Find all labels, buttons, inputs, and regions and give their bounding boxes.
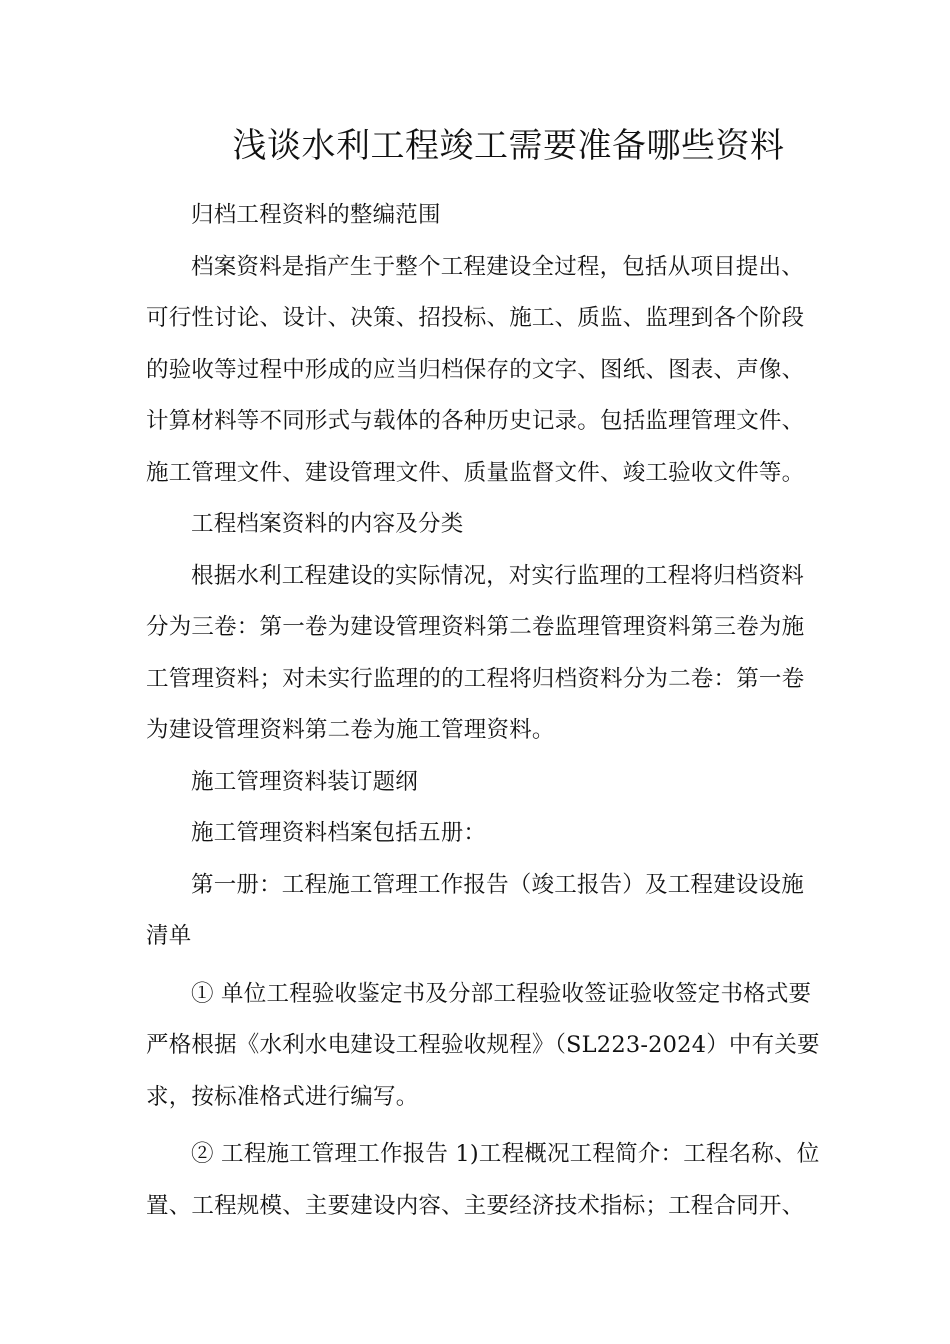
section-heading-binding-outline — [146, 757, 802, 809]
text-line: 工程档案资料的内容及分类 — [191, 511, 464, 537]
text-line: 档案资料是指产生于整个工程建设全过程，包括从项目提出、 — [191, 253, 804, 280]
document-body — [146, 190, 820, 1232]
paragraph-item-one — [146, 969, 820, 1124]
text-line: 为建设管理资料第二卷为施工管理资料。 — [146, 717, 555, 743]
text-line: 第一册：工程施工管理工作报告（竣工报告）及工程建设设施 — [191, 871, 804, 898]
document-title: 浅谈水利工程竣工需要准备哪些资料 — [232, 126, 785, 166]
text-line: 可行性讨论、设计、决策、招投标、施工、质监、监理到各个阶段 — [146, 305, 805, 331]
paragraph-volume-one — [146, 860, 802, 963]
text-line: 分为三卷：第一卷为建设管理资料第二卷监理管理资料第三卷为施 — [146, 614, 805, 640]
text-line: 施工管理资料装订题纲 — [191, 768, 419, 795]
text-line: 求，按标准格式进行编写。 — [146, 1083, 419, 1110]
text-line: 清单 — [146, 923, 192, 949]
text-line: 归档工程资料的整编范围 — [191, 202, 441, 228]
text-line: ② 工程施工管理工作报告 1)工程概况工程简介：工程名称、位 — [191, 1141, 820, 1167]
text-line: 的验收等过程中形成的应当归档保存的文字、图纸、图表、声像、 — [146, 356, 805, 383]
text-line: 施工管理资料档案包括五册： — [191, 820, 487, 846]
text-line: 根据水利工程建设的实际情况，对实行监理的工程将归档资料 — [191, 562, 804, 589]
text-line: 施工管理文件、建设管理文件、质量监督文件、竣工验收文件等。 — [146, 459, 805, 486]
text-line: ① 单位工程验收鉴定书及分部工程验收签证验收签定书格式要 — [191, 980, 812, 1007]
paragraph-archive-definition — [146, 242, 805, 500]
paragraph-five-volumes — [146, 808, 802, 860]
paragraph-classification — [146, 551, 805, 757]
section-heading-archive-scope — [146, 190, 802, 242]
text-line: 严格根据《水利水电建设工程验收规程》（SL223-2024）中有关要 — [146, 1032, 820, 1058]
section-heading-content-classification — [146, 499, 802, 551]
paragraph-item-two — [146, 1129, 820, 1232]
text-line: 计算材料等不同形式与载体的各种历史记录。包括监理管理文件、 — [146, 408, 805, 434]
text-line: 工管理资料；对未实行监理的的工程将归档资料分为二卷：第一卷 — [146, 665, 805, 692]
text-line: 置、工程规模、主要建设内容、主要经济技术指标；工程合同开、 — [146, 1192, 805, 1219]
